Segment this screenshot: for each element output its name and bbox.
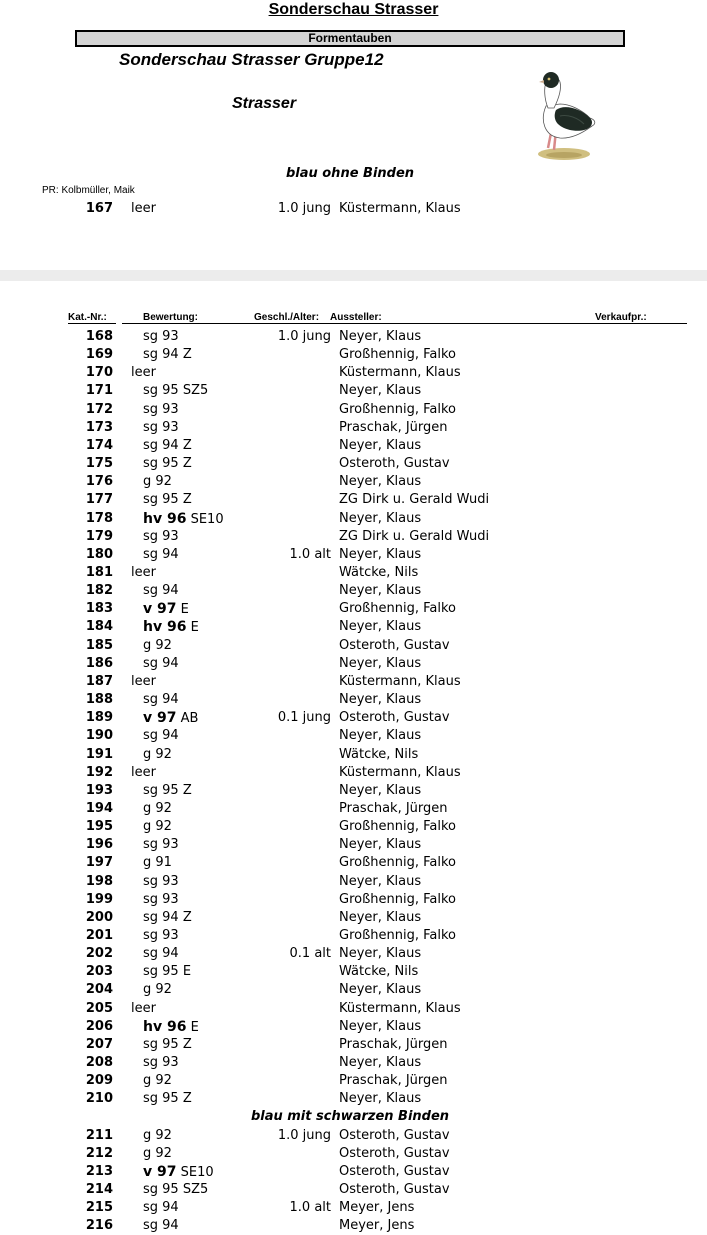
exhibitor: ZG Dirk u. Gerald Wudi [339, 528, 490, 544]
grade: sg 93 [143, 419, 179, 435]
exhibitor: Küstermann, Klaus [339, 673, 461, 689]
exhibitor: Neyer, Klaus [339, 1091, 422, 1107]
grade: g 92 [143, 1127, 172, 1143]
rating [143, 909, 192, 927]
rating [143, 437, 192, 455]
breed-title: Strasser [232, 95, 297, 112]
catalog-number: 180 [85, 546, 113, 562]
exhibitor: Osteroth, Gustav [339, 1182, 450, 1197]
catalog-number: 174 [85, 437, 113, 453]
grade: sg 94 [143, 909, 179, 925]
catalog-number: 175 [85, 456, 113, 471]
table-row [0, 510, 707, 528]
column-header-catalog-number: Kat.-Nr.: [68, 312, 116, 324]
rating [143, 419, 179, 437]
grade: sg 94 [143, 583, 179, 599]
grade: sg 95 [143, 1036, 179, 1052]
catalog-number: 170 [85, 365, 113, 381]
rating: leer [131, 201, 156, 216]
rating [143, 600, 189, 619]
prize: E [186, 620, 199, 636]
prize: Z [178, 909, 192, 925]
catalog-number: 187 [85, 673, 113, 689]
prize: SZ5 [178, 1182, 209, 1197]
page-title: Sonderschau Strasser [268, 1, 439, 18]
rating [143, 1145, 172, 1163]
rating [143, 1127, 172, 1145]
prize: SE10 [176, 1164, 214, 1180]
grade: hv 96 [143, 1018, 187, 1035]
catalog-number: 195 [85, 819, 113, 834]
prize: Z [178, 456, 192, 471]
grade: sg 94 [143, 946, 179, 962]
catalog-number: 209 [85, 1073, 113, 1089]
table-row [0, 1199, 707, 1217]
rating [143, 455, 192, 473]
color-heading [0, 1108, 707, 1126]
exhibitor: Neyer, Klaus [339, 583, 422, 599]
table-row [0, 346, 707, 364]
exhibitor: ZG Dirk u. Gerald Wudi [339, 492, 490, 508]
table-row [0, 1090, 707, 1108]
catalog-number: 184 [85, 619, 113, 635]
exhibitor: Neyer, Klaus [339, 329, 422, 344]
rating [143, 346, 192, 364]
table-row [0, 546, 707, 564]
exhibitor: Meyer, Jens [339, 1218, 415, 1234]
catalog-number: 199 [85, 891, 113, 907]
rating [143, 818, 172, 836]
grade: g 92 [143, 819, 172, 834]
exhibitor: Wätcke, Nils [339, 746, 419, 762]
rating [143, 1163, 214, 1182]
rating [131, 364, 156, 382]
catalog-number: 179 [85, 528, 113, 544]
table-row [0, 382, 707, 400]
table-row [0, 891, 707, 909]
exhibitor: Großhennig, Falko [339, 891, 456, 907]
exhibitor: Neyer, Klaus [339, 655, 422, 671]
exhibitor: Neyer, Klaus [339, 619, 422, 635]
rating [131, 564, 156, 582]
column-header-exhibitor: Aussteller: [330, 312, 382, 323]
rating [143, 1199, 179, 1217]
exhibitor: Praschak, Jürgen [339, 419, 448, 435]
exhibitor: Großhennig, Falko [339, 401, 456, 417]
exhibitor: Neyer, Klaus [339, 782, 422, 798]
sex-age: 0.1 jung [277, 710, 331, 726]
grade: g 92 [143, 982, 172, 998]
catalog-number: 193 [85, 782, 113, 798]
rating [143, 746, 172, 764]
rating [143, 1217, 179, 1235]
prize: Z [178, 782, 192, 798]
rating [143, 1018, 199, 1037]
prize: E [176, 602, 189, 618]
exhibitor: Küstermann, Klaus [339, 365, 461, 381]
table-row [0, 673, 707, 691]
table-row [0, 909, 707, 927]
catalog-number: 204 [85, 982, 113, 998]
rating [143, 546, 179, 564]
table-row [0, 854, 707, 872]
exhibitor: Neyer, Klaus [339, 437, 422, 453]
exhibitor: Osteroth, Gustav [339, 1127, 450, 1143]
grade: sg 94 [143, 1200, 179, 1216]
catalog-number: 167 [85, 201, 113, 216]
catalog-number: 211 [85, 1127, 113, 1143]
section-bar [75, 30, 625, 47]
catalog-number: 168 [85, 329, 113, 344]
exhibitor: Großhennig, Falko [339, 819, 456, 834]
exhibitor: Neyer, Klaus [339, 982, 422, 998]
exhibitor: Neyer, Klaus [339, 510, 422, 526]
table-row [0, 419, 707, 437]
exhibitor: Neyer, Klaus [339, 383, 422, 399]
rating [143, 1072, 172, 1090]
rating [143, 854, 172, 872]
rating [143, 1036, 192, 1054]
exhibitor: Großhennig, Falko [339, 601, 456, 617]
table-row [0, 600, 707, 618]
catalog-number: 202 [85, 946, 113, 962]
grade: sg 95 [143, 964, 179, 980]
catalog-number: 176 [85, 474, 113, 490]
grade: sg 93 [143, 1055, 179, 1070]
exhibitor: Wätcke, Nils [339, 964, 419, 980]
grade: sg 93 [143, 837, 179, 853]
grade: v 97 [143, 1163, 177, 1180]
table-row [0, 564, 707, 582]
catalog-number: 198 [85, 873, 113, 889]
catalog-number: 185 [85, 637, 113, 653]
rating [143, 782, 192, 800]
rating [143, 836, 179, 854]
table-row [0, 328, 707, 346]
table-row [0, 655, 707, 673]
exhibitor: Großhennig, Falko [339, 927, 456, 943]
rating [143, 963, 191, 981]
prize: Z [178, 437, 192, 453]
catalog-number: 214 [85, 1182, 113, 1197]
grade: sg 94 [143, 1218, 179, 1234]
exhibitor: Neyer, Klaus [339, 546, 422, 562]
table-row [0, 473, 707, 491]
grade: sg 94 [143, 728, 179, 744]
catalog-number: 208 [85, 1055, 113, 1070]
grade: sg 95 [143, 383, 179, 399]
grade: leer [131, 764, 156, 780]
table-row [0, 873, 707, 891]
table-row [0, 836, 707, 854]
table-row [0, 364, 707, 382]
table-row [0, 637, 707, 655]
page-separator [0, 270, 707, 281]
table-row [0, 709, 707, 727]
grade: leer [131, 1000, 156, 1016]
grade: sg 93 [143, 891, 179, 907]
exhibitor: Küstermann, Klaus [339, 201, 461, 216]
catalog-number: 210 [85, 1091, 113, 1107]
exhibitor: Meyer, Jens [339, 1200, 415, 1216]
catalog-number: 189 [85, 710, 113, 726]
prize: Z [178, 492, 192, 508]
grade: leer [131, 565, 156, 580]
rating [143, 582, 179, 600]
catalog-number: 216 [85, 1218, 113, 1234]
column-header-sex-age: Geschl./Alter: [254, 312, 320, 323]
grade: g 92 [143, 637, 172, 653]
grade: sg 95 [143, 1091, 179, 1107]
exhibitor: Praschak, Jürgen [339, 1036, 448, 1052]
exhibitor: Osteroth, Gustav [339, 710, 450, 726]
exhibitor: Neyer, Klaus [339, 837, 422, 853]
rating [143, 491, 192, 509]
grade: g 92 [143, 1145, 172, 1161]
grade: leer [131, 673, 156, 689]
grade: sg 94 [143, 546, 179, 562]
table-row [0, 1018, 707, 1036]
column-header-price: Verkaufpr.: [595, 312, 647, 323]
judge-label: PR: Kolbmüller, Maik [42, 185, 135, 196]
grade: v 97 [143, 601, 177, 618]
sex-age: 1.0 alt [289, 1200, 331, 1216]
grade: sg 93 [143, 401, 179, 417]
prize: AB [176, 711, 199, 727]
prize: E [186, 1019, 199, 1035]
rating [143, 328, 179, 346]
grade: g 91 [143, 855, 172, 871]
rating [143, 873, 179, 891]
catalog-number: 196 [85, 837, 113, 853]
grade: hv 96 [143, 619, 187, 636]
catalog-number: 215 [85, 1200, 113, 1216]
header-divider [122, 323, 687, 324]
catalog-number: 169 [85, 347, 113, 363]
rating [143, 891, 179, 909]
catalog-number: 190 [85, 728, 113, 744]
table-row [0, 800, 707, 818]
grade: v 97 [143, 710, 177, 727]
catalog-number: 206 [85, 1018, 113, 1034]
rating [143, 510, 224, 529]
catalog-number: 183 [85, 601, 113, 617]
rating [143, 637, 172, 655]
catalog-number: 201 [85, 927, 113, 943]
table-row [0, 981, 707, 999]
group-title: Sonderschau Strasser Gruppe12 [119, 50, 384, 69]
exhibitor: Neyer, Klaus [339, 1018, 422, 1034]
table-row [0, 1036, 707, 1054]
table-row [0, 528, 707, 546]
table-row [0, 818, 707, 836]
grade: sg 93 [143, 927, 179, 943]
sex-age: 1.0 jung [277, 1127, 331, 1143]
grade: sg 95 [143, 456, 179, 471]
exhibitor: Praschak, Jürgen [339, 800, 448, 816]
table-row [0, 437, 707, 455]
exhibitor: Neyer, Klaus [339, 873, 422, 889]
exhibitor: Neyer, Klaus [339, 946, 422, 962]
rating [143, 1054, 179, 1072]
rating [143, 401, 179, 419]
table-row [0, 927, 707, 945]
sex-age: 1.0 jung [277, 329, 331, 344]
exhibitor: Wätcke, Nils [339, 565, 419, 580]
catalog-number: 192 [85, 764, 113, 780]
table-row [0, 1072, 707, 1090]
exhibitor: Osteroth, Gustav [339, 1145, 450, 1161]
grade: sg 95 [143, 1182, 179, 1197]
prize: Z [178, 1091, 192, 1107]
prize: Z [178, 347, 192, 363]
catalog-number: 191 [85, 746, 113, 762]
sex-age: 1.0 jung [277, 201, 331, 216]
prize: E [178, 964, 192, 980]
grade: sg 95 [143, 782, 179, 798]
table-row [0, 1217, 707, 1235]
column-header-rating: Bewertung: [143, 312, 198, 323]
table-row [0, 1145, 707, 1163]
catalog-number: 173 [85, 419, 113, 435]
exhibitor: Küstermann, Klaus [339, 1000, 461, 1016]
grade: sg 94 [143, 347, 179, 363]
rating [143, 927, 179, 945]
grade: sg 94 [143, 437, 179, 453]
rating [143, 709, 198, 728]
exhibitor: Neyer, Klaus [339, 692, 422, 707]
catalog-number: 194 [85, 800, 113, 816]
rating [143, 727, 179, 745]
catalog-number: 178 [85, 510, 113, 526]
rating [143, 655, 179, 673]
catalog-number: 205 [85, 1000, 113, 1016]
sex-age: 0.1 alt [289, 946, 331, 962]
catalog-number: 213 [85, 1163, 113, 1179]
exhibitor: Neyer, Klaus [339, 909, 422, 925]
exhibitor: Osteroth, Gustav [339, 637, 450, 653]
table-row [0, 200, 707, 218]
exhibitor: Osteroth, Gustav [339, 1163, 450, 1179]
rating [143, 1090, 192, 1108]
section-label: Formentauben [308, 31, 392, 45]
table-row [0, 455, 707, 473]
rating [131, 764, 156, 782]
exhibitor: Praschak, Jürgen [339, 1073, 448, 1089]
exhibitor: Großhennig, Falko [339, 855, 456, 871]
pigeon-illustration [534, 70, 596, 162]
catalog-number: 177 [85, 492, 113, 508]
rating [143, 800, 172, 818]
exhibitor: Großhennig, Falko [339, 347, 456, 363]
rating [143, 382, 208, 400]
table-row [0, 1163, 707, 1181]
rating [143, 981, 172, 999]
table-row [0, 746, 707, 764]
rating [143, 528, 179, 546]
grade: g 92 [143, 474, 172, 490]
rating [143, 691, 179, 709]
catalog-number: 197 [85, 855, 113, 871]
table-row [0, 764, 707, 782]
grade: sg 93 [143, 528, 179, 544]
grade: sg 95 [143, 492, 179, 508]
sex-age: 1.0 alt [289, 546, 331, 562]
catalog-number: 181 [85, 565, 113, 580]
table-row [0, 1054, 707, 1072]
catalog-number: 200 [85, 909, 113, 925]
table-row [0, 491, 707, 509]
exhibitor: Neyer, Klaus [339, 474, 422, 490]
rating [143, 473, 172, 491]
prize: Z [178, 1036, 192, 1052]
catalog-number: 203 [85, 964, 113, 980]
rating [131, 1000, 156, 1018]
grade: sg 94 [143, 655, 179, 671]
catalog-number: 182 [85, 583, 113, 599]
catalog-number: 188 [85, 692, 113, 707]
catalog-number: 171 [85, 383, 113, 399]
table-row [0, 582, 707, 600]
color-heading-label: blau mit schwarzen Binden [250, 1109, 450, 1125]
grade: sg 93 [143, 329, 179, 344]
table-row [0, 1000, 707, 1018]
table-row [0, 1181, 707, 1199]
prize: SE10 [186, 511, 224, 527]
catalog-number: 212 [85, 1145, 113, 1161]
grade: g 92 [143, 1073, 172, 1089]
catalog-number: 172 [85, 401, 113, 417]
grade: hv 96 [143, 510, 187, 527]
prize: SZ5 [178, 383, 209, 399]
catalog-number: 186 [85, 655, 113, 671]
exhibitor: Küstermann, Klaus [339, 764, 461, 780]
catalog-number: 207 [85, 1036, 113, 1052]
grade: sg 93 [143, 873, 179, 889]
table-row [0, 691, 707, 709]
table-row [0, 618, 707, 636]
grade: g 92 [143, 800, 172, 816]
color-heading: blau ohne Binden [285, 166, 415, 181]
rating [131, 673, 156, 691]
rating [143, 618, 199, 637]
grade: g 92 [143, 746, 172, 762]
rating [143, 1181, 208, 1199]
grade: leer [131, 365, 156, 381]
table-row [0, 945, 707, 963]
table-row [0, 963, 707, 981]
grade: sg 94 [143, 692, 179, 707]
table-row [0, 727, 707, 745]
exhibitor: Osteroth, Gustav [339, 456, 450, 471]
table-row [0, 401, 707, 419]
table-row [0, 782, 707, 800]
exhibitor: Neyer, Klaus [339, 1055, 422, 1070]
rating [143, 945, 179, 963]
exhibitor: Neyer, Klaus [339, 728, 422, 744]
table-row [0, 1127, 707, 1145]
